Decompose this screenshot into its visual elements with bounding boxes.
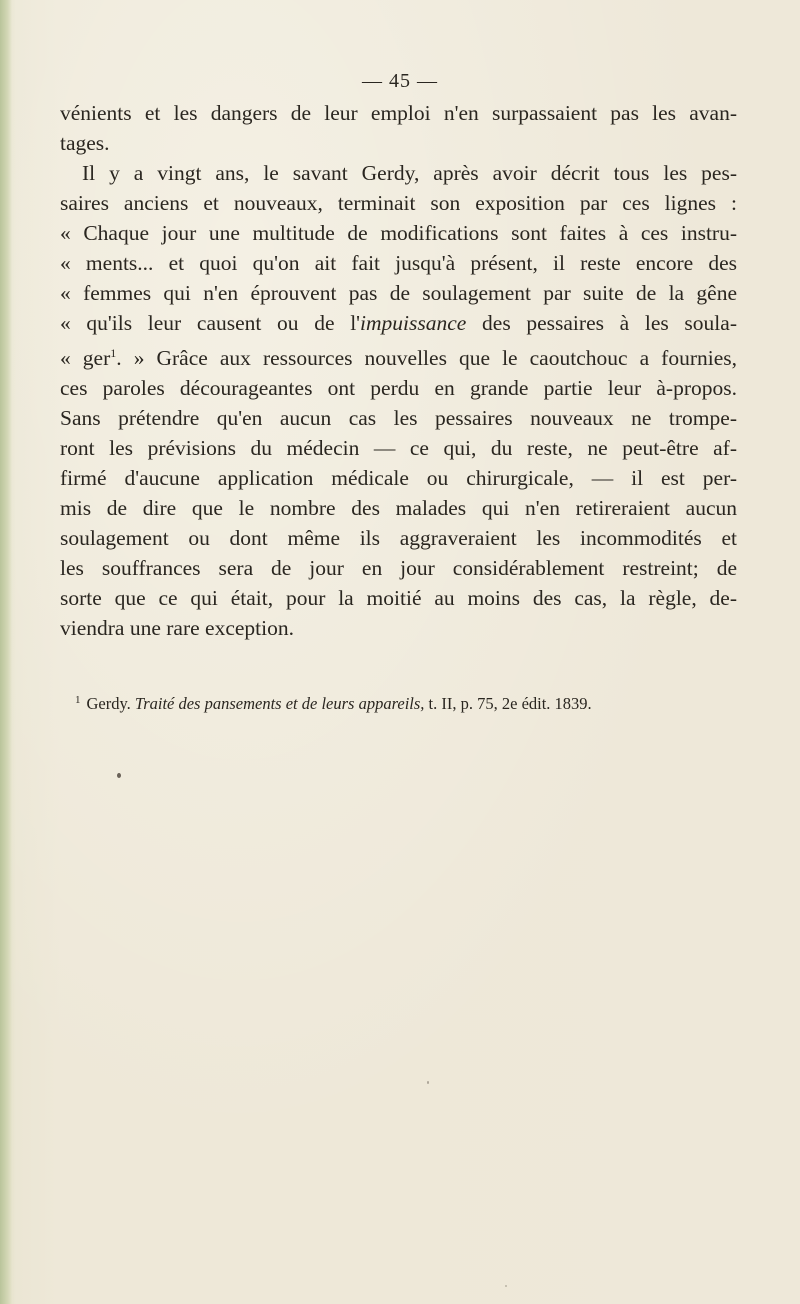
text-line <box>60 338 737 373</box>
text-line: Il y a vingt ans, le savant Gerdy, après avoir décrit tous les pes- <box>82 161 737 185</box>
italic-word: impuissance <box>360 311 467 335</box>
text-line: vénients et les dangers de leur emploi n'en surpassaient pas les avan- <box>60 101 737 125</box>
text-line: mis de dire que le nombre des malades qui n'en retireraient aucun <box>60 496 737 520</box>
text-line: « Chaque jour une multitude de modifications sont faites à ces instru- <box>60 221 737 245</box>
text-line: viendra une rare exception. <box>60 616 294 640</box>
text-fragment: des pessaires à les soula- <box>466 311 737 335</box>
paper-speck <box>117 773 121 778</box>
text-line <box>60 308 737 338</box>
text-line: soulagement ou dont même ils aggraveraient les incommodités et <box>60 526 737 550</box>
paper-speck <box>427 1081 429 1084</box>
footnote <box>75 690 735 714</box>
text-line: saires anciens et nouveaux, terminait son exposition par ces lignes : <box>60 191 737 215</box>
text-line: « femmes qui n'en éprouvent pas de soulagement par suite de la gêne <box>60 281 737 305</box>
body-paragraphs <box>60 98 737 643</box>
text-fragment: . » Grâce aux ressources nouvelles que le caoutchouc a fournies, <box>116 346 738 370</box>
footnote-title: Traité des pansements et de leurs appareils, <box>134 694 425 713</box>
footnote-marker: 1 <box>75 694 81 706</box>
page-binding-edge <box>0 0 12 1304</box>
text-line: ces paroles décourageantes ont perdu en grande partie leur à-propos. <box>60 376 737 400</box>
footnote-details: t. II, p. 75, 2e édit. 1839. <box>428 694 592 713</box>
text-line: les souffrances sera de jour en jour considérablement restreint; de <box>60 556 737 580</box>
text-fragment: « ger <box>60 346 111 370</box>
paper-speck <box>505 1285 507 1287</box>
footnote-reference: 1 <box>110 346 117 360</box>
text-line: sorte que ce qui était, pour la moitié au moins des cas, la règle, de- <box>60 586 737 610</box>
text-line: « ments... et quoi qu'on ait fait jusqu'à présent, il reste encore des <box>60 251 737 275</box>
text-line: ront les prévisions du médecin — ce qui, du reste, ne peut-être af- <box>60 436 737 460</box>
text-fragment: « qu'ils leur causent ou de l' <box>60 311 361 335</box>
text-line: tages. <box>60 131 110 155</box>
footnote-author: Gerdy. <box>86 694 131 713</box>
text-line: Sans prétendre qu'en aucun cas les pessaires nouveaux ne trompe- <box>60 406 737 430</box>
page-number: — 45 — <box>362 70 438 92</box>
text-line: firmé d'aucune application médicale ou chirurgicale, — il est per- <box>60 466 737 490</box>
